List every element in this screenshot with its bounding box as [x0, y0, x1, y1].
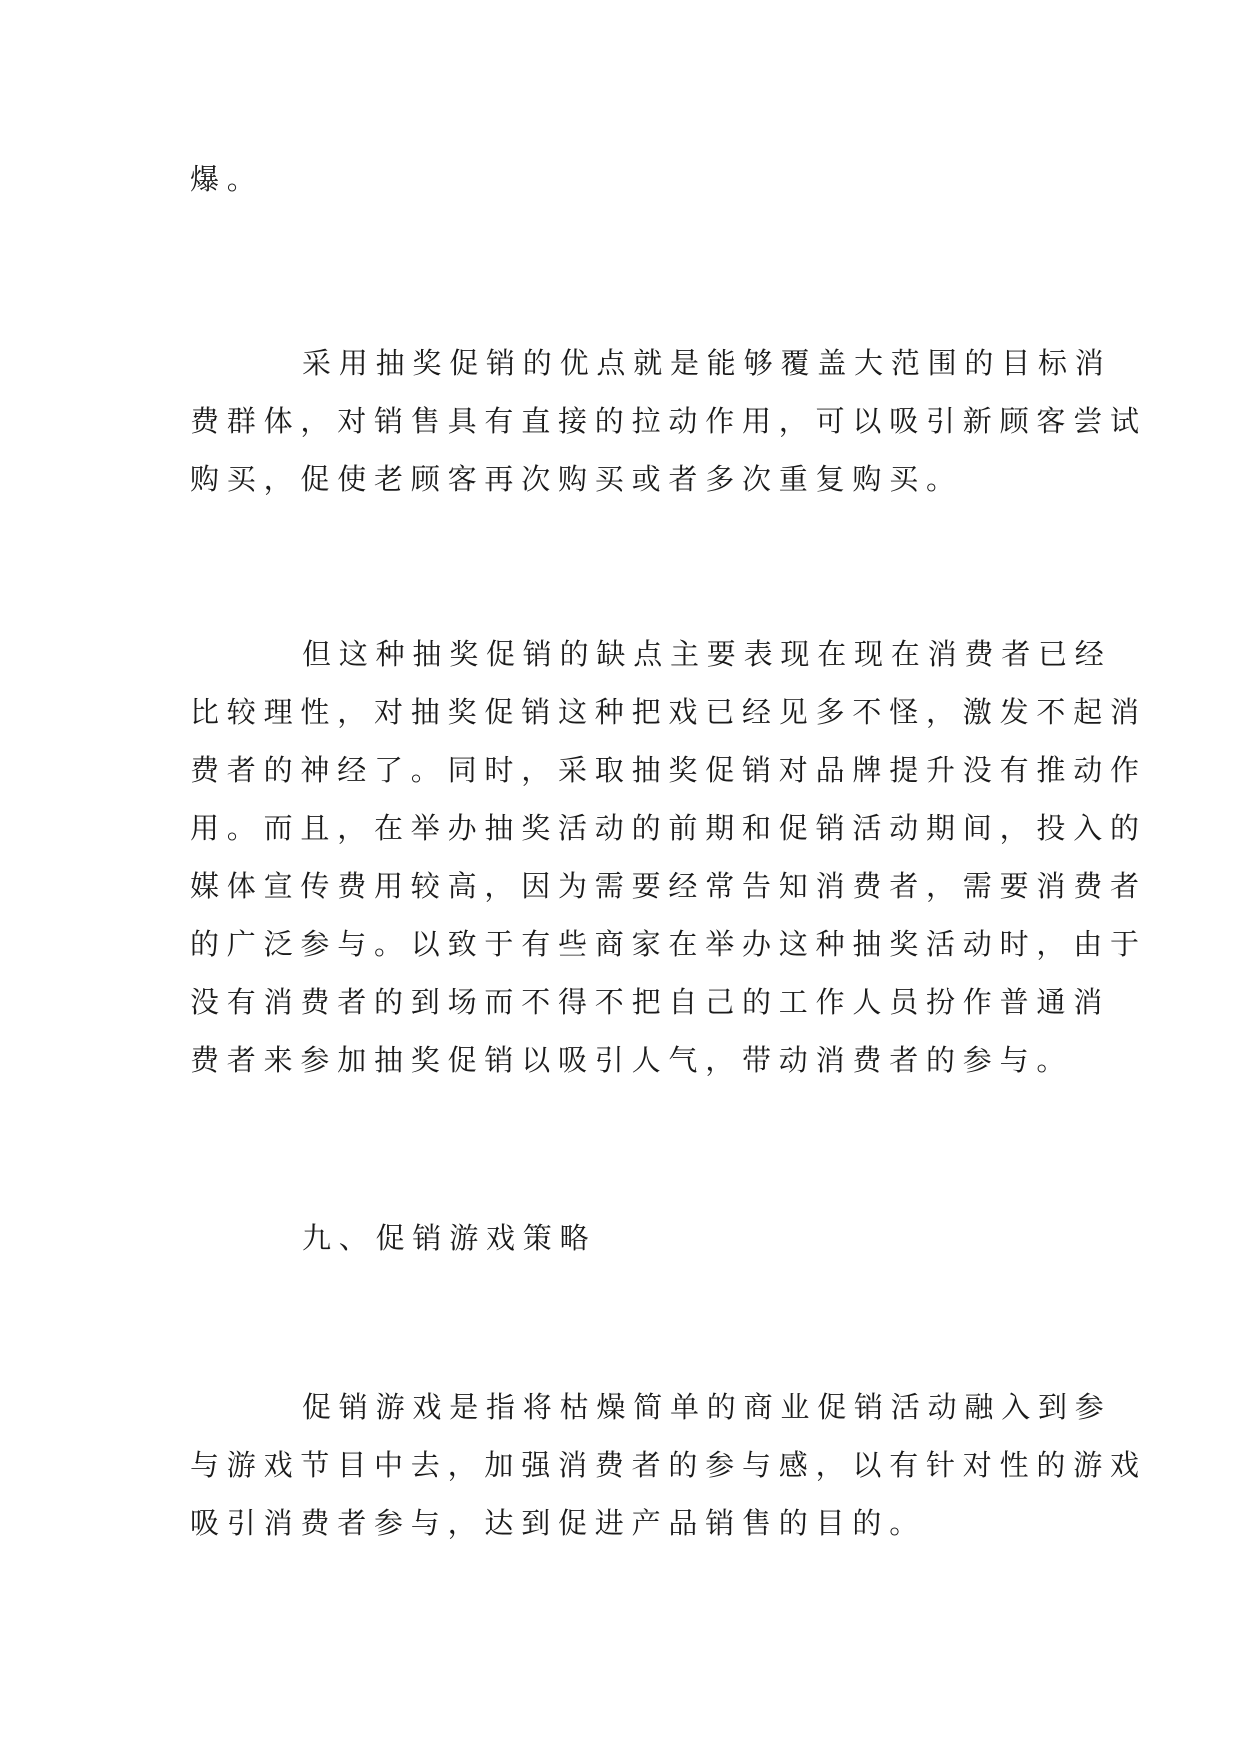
paragraph-advantages [190, 334, 1147, 508]
text-line: 没有消费者的到场而不得不把自己的工作人员扮作普通消 [190, 985, 1111, 1019]
text-line: 爆。 [190, 162, 264, 196]
text-line: 促销游戏是指将枯燥简单的商业促销活动融入到参 [302, 1390, 1112, 1424]
text-line: 媒体宣传费用较高，因为需要经常告知消费者，需要消费者 [190, 869, 1147, 903]
text-line: 费者的神经了。同时，采取抽奖促销对品牌提升没有推动作 [190, 753, 1147, 787]
text-line: 用。而且，在举办抽奖活动的前期和促销活动期间，投入的 [190, 811, 1147, 845]
text-line: 吸引消费者参与，达到促进产品销售的目的。 [190, 1506, 927, 1540]
text-line: 费群体，对销售具有直接的拉动作用，可以吸引新顾客尝试 [190, 404, 1147, 438]
paragraph-fragment [190, 150, 1060, 208]
paragraph-promo-games [190, 1378, 1147, 1552]
text-line: 费者来参加抽奖促销以吸引人气，带动消费者的参与。 [190, 1043, 1074, 1077]
text-line: 但这种抽奖促销的缺点主要表现在现在消费者已经 [302, 637, 1112, 671]
text-line: 采用抽奖促销的优点就是能够覆盖大范围的目标消 [302, 346, 1112, 380]
paragraph-disadvantages [190, 625, 1147, 1089]
text-line: 比较理性，对抽奖促销这种把戏已经见多不怪，激发不起消 [190, 695, 1147, 729]
text-line: 与游戏节目中去，加强消费者的参与感，以有针对性的游戏 [190, 1448, 1147, 1482]
text-line: 的广泛参与。以致于有些商家在举办这种抽奖活动时，由于 [190, 927, 1147, 961]
section-heading-text: 九、促销游戏策略 [302, 1221, 597, 1255]
text-line: 购买，促使老顾客再次购买或者多次重复购买。 [190, 462, 963, 496]
section-heading [190, 1209, 1060, 1267]
